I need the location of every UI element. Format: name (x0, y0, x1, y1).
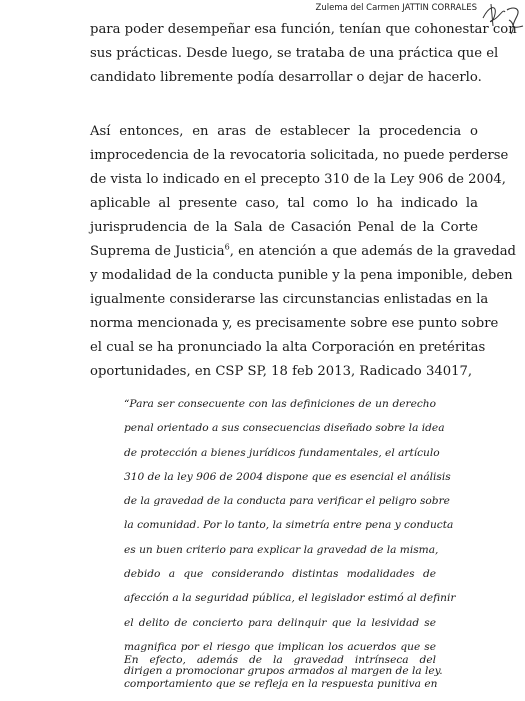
text-line: aplicable al presente caso, tal como lo ha indicado la (90, 196, 478, 211)
footnote-reference[interactable]: 6 (224, 242, 230, 252)
quote-line: es un buen criterio para explicar la gravedad de la misma, (124, 543, 439, 556)
block-quote-continuation (124, 648, 443, 697)
paragraph-revocatoria (90, 120, 517, 384)
paragraph-intro (90, 18, 517, 90)
text-line: de vista lo indicado en el precepto 310 de la Ley 906 de 2004, (90, 172, 506, 187)
text-line: improcedencia de la revocatoria solicitada, no puede perderse (90, 148, 509, 163)
quote-line: 310 de la ley 906 de 2004 dispone que es esencial el análisis (124, 470, 451, 483)
quote-line: penal orientado a sus consecuencias diseñado sobre la idea (124, 422, 445, 435)
text-line: Así entonces, en aras de establecer la procedencia o (90, 124, 478, 139)
text-line: igualmente considerarse las circunstancias enlistadas en la (90, 292, 489, 307)
quote-line: En efecto, además de la gravedad intrínseca del (124, 654, 436, 666)
quote-line: dirigen a promocionar grupos armados al margen de la ley. (124, 665, 443, 678)
block-quote (124, 392, 456, 684)
text-line: oportunidades, en CSP SP, 18 feb 2013, Radicado 34017, (90, 364, 473, 379)
quote-line: debido a que considerando distintas modalidades de (124, 568, 436, 581)
quote-line: comportamiento que se refleja en la respuesta punitiva en (124, 678, 438, 691)
text-line: jurisprudencia de la Sala de Casación Penal de la Corte (90, 220, 478, 235)
text-line: el cual se ha pronunciado la alta Corporación en pretéritas (90, 340, 486, 355)
quote-line: la comunidad. Por lo tanto, la simetría entre pena y conducta (124, 519, 454, 532)
text-line: norma mencionada y, es precisamente sobre ese punto sobre (90, 316, 499, 331)
text-line-with-footnote (90, 240, 517, 264)
quote-line: de protección a bienes jurídicos fundamentales, el artículo (124, 446, 440, 459)
text-line: para poder desempeñar esa función, tenían que cohonestar con (90, 22, 517, 37)
quote-line: magnifica por el riesgo que implican los acuerdos que se (124, 640, 436, 653)
header-name: Zulema del Carmen JATTIN CORRALES (315, 3, 477, 13)
text-line: sus prácticas. Desde luego, se trataba de una práctica que el (90, 46, 499, 61)
text-segment: , en atención a que además de la gravedad (229, 244, 517, 259)
quote-line: el delito de concierto para delinquir que la lesividad se (124, 616, 436, 629)
quote-line: de la gravedad de la conducta para verificar el peligro sobre (124, 495, 450, 508)
text-line: candidato libremente podía desarrollar o dejar de hacerlo. (90, 70, 482, 85)
text-line: y modalidad de la conducta punible y la pena imponible, deben (90, 268, 513, 283)
quote-line: afección a la seguridad pública, el legislador estimó al definir (124, 592, 456, 605)
quote-line: “Para ser consecuente con las definiciones de un derecho (124, 398, 436, 410)
text-segment: Suprema de Justicia (90, 244, 225, 259)
